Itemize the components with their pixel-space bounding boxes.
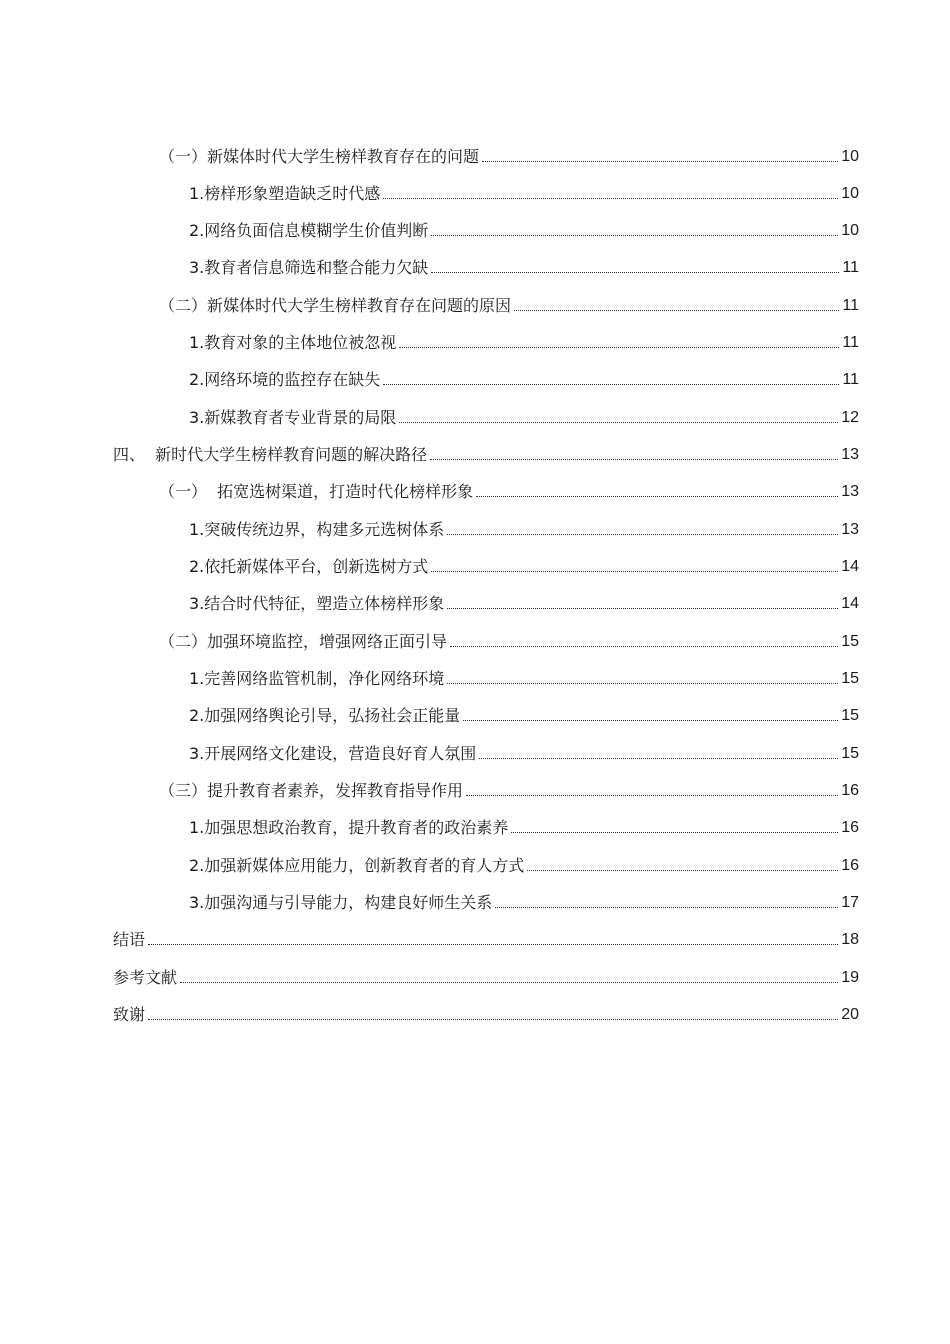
toc-entry-subsection[interactable] [189, 553, 859, 577]
toc-entry-page-number: 13 [841, 446, 859, 463]
dot-leader [431, 235, 838, 236]
toc-entry-page-number: 18 [841, 931, 859, 948]
toc-entry-subsection[interactable] [189, 329, 859, 353]
dot-leader [180, 982, 838, 983]
dot-leader [383, 198, 838, 199]
toc-entry-references[interactable] [113, 964, 859, 988]
toc-entry-label: 3.教育者信息筛选和整合能力欠缺 [189, 258, 429, 277]
toc-entry-label: 1.加强思想政治教育，提升教育者的政治素养 [189, 818, 509, 837]
toc-entry-conclusion[interactable] [113, 926, 859, 950]
toc-entry-page-number: 13 [841, 521, 859, 538]
toc-entry-subsection[interactable] [189, 665, 859, 689]
toc-entry-acknowledgements[interactable] [113, 1001, 859, 1025]
toc-entry-label: 1.榜样形象塑造缺乏时代感 [189, 184, 381, 203]
toc-entry-page-number: 16 [841, 782, 859, 799]
toc-entry-label: 致谢 [113, 1005, 146, 1024]
dot-leader [466, 795, 838, 796]
toc-entry-page-number: 17 [841, 894, 859, 911]
toc-entry-subsection[interactable] [189, 180, 859, 204]
dot-leader [527, 870, 838, 871]
toc-entry-page-number: 15 [841, 745, 859, 762]
toc-entry-page-number: 10 [841, 185, 859, 202]
toc-entry-page-number: 16 [841, 819, 859, 836]
toc-entry-page-number: 15 [841, 633, 859, 650]
toc-entry-label: 2.网络负面信息模糊学生价值判断 [189, 221, 429, 240]
toc-entry-subsection[interactable] [189, 814, 859, 838]
toc-entry-page-number: 20 [841, 1006, 859, 1023]
toc-entry-label: 四、 新时代大学生榜样教育问题的解决路径 [113, 445, 428, 464]
dot-leader [399, 422, 838, 423]
toc-entry-page-number: 11 [842, 371, 859, 388]
toc-entry-page-number: 19 [841, 969, 859, 986]
toc-entry-subsection[interactable] [189, 404, 859, 428]
dot-leader [430, 459, 838, 460]
toc-entry-subsection[interactable] [189, 702, 859, 726]
toc-entry-section-5-1[interactable] [159, 478, 859, 502]
toc-entry-subsection[interactable] [189, 740, 859, 764]
toc-entry-page-number: 15 [841, 707, 859, 724]
toc-entry-page-number: 11 [842, 259, 859, 276]
dot-leader [476, 496, 838, 497]
toc-entry-label: 2.网络环境的监控存在缺失 [189, 370, 381, 389]
toc-entry-page-number: 10 [841, 148, 859, 165]
dot-leader [431, 571, 838, 572]
toc-entry-subsection[interactable] [189, 217, 859, 241]
toc-entry-subsection[interactable] [189, 366, 859, 390]
dot-leader [447, 683, 838, 684]
toc-entry-label: 1.完善网络监管机制，净化网络环境 [189, 669, 445, 688]
dot-leader [463, 720, 838, 721]
toc-entry-label: （二）新媒体时代大学生榜样教育存在问题的原因 [159, 296, 512, 315]
dot-leader [514, 310, 839, 311]
toc-entry-page-number: 10 [841, 222, 859, 239]
toc-entry-page-number: 16 [841, 857, 859, 874]
dot-leader [399, 347, 839, 348]
toc-entry-section-5-3[interactable] [159, 777, 859, 801]
toc-entry-subsection[interactable] [189, 852, 859, 876]
toc-entry-page-number: 12 [841, 409, 859, 426]
toc-entry-label: 结语 [113, 930, 146, 949]
dot-leader [447, 534, 838, 535]
toc-entry-label: 3.新媒教育者专业背景的局限 [189, 408, 397, 427]
toc-entry-section-5-2[interactable] [159, 628, 859, 652]
toc-entry-page-number: 14 [841, 558, 859, 575]
dot-leader [511, 832, 838, 833]
toc-entry-section-4-1[interactable] [159, 143, 859, 167]
dot-leader [431, 272, 839, 273]
toc-entry-label: 参考文献 [113, 968, 178, 987]
toc-entry-label: （三）提升教育者素养，发挥教育指导作用 [159, 781, 464, 800]
dot-leader [148, 1019, 838, 1020]
toc-entry-section-4-2[interactable] [159, 292, 859, 316]
toc-entry-subsection[interactable] [189, 590, 859, 614]
toc-entry-label: 3.开展网络文化建设，营造良好育人氛围 [189, 744, 477, 763]
toc-entry-label: 2.依托新媒体平台，创新选树方式 [189, 557, 429, 576]
dot-leader [482, 161, 838, 162]
dot-leader [148, 944, 838, 945]
toc-entry-label: （一）新媒体时代大学生榜样教育存在的问题 [159, 147, 480, 166]
toc-entry-subsection[interactable] [189, 516, 859, 540]
toc-entry-page-number: 11 [842, 297, 859, 314]
toc-entry-label: 1.教育对象的主体地位被忽视 [189, 333, 397, 352]
dot-leader [447, 608, 838, 609]
toc-entry-chapter-4[interactable] [113, 441, 859, 465]
dot-leader [495, 907, 838, 908]
toc-entry-page-number: 15 [841, 670, 859, 687]
toc-entry-subsection[interactable] [189, 889, 859, 913]
toc-entry-label: （二）加强环境监控，增强网络正面引导 [159, 632, 448, 651]
toc-entry-label: 1.突破传统边界，构建多元选树体系 [189, 520, 445, 539]
toc-entry-label: 3.加强沟通与引导能力，构建良好师生关系 [189, 893, 493, 912]
toc-entry-page-number: 14 [841, 595, 859, 612]
dot-leader [479, 758, 838, 759]
toc-entry-label: 2.加强网络舆论引导，弘扬社会正能量 [189, 706, 461, 725]
toc-entry-label: 3.结合时代特征，塑造立体榜样形象 [189, 594, 445, 613]
dot-leader [450, 646, 838, 647]
toc-entry-label: 2.加强新媒体应用能力，创新教育者的育人方式 [189, 856, 525, 875]
dot-leader [383, 384, 839, 385]
toc-entry-page-number: 13 [841, 483, 859, 500]
toc-entry-subsection[interactable] [189, 254, 859, 278]
toc-entry-page-number: 11 [842, 334, 859, 351]
toc-entry-label: （一） 拓宽选树渠道，打造时代化榜样形象 [159, 482, 474, 501]
